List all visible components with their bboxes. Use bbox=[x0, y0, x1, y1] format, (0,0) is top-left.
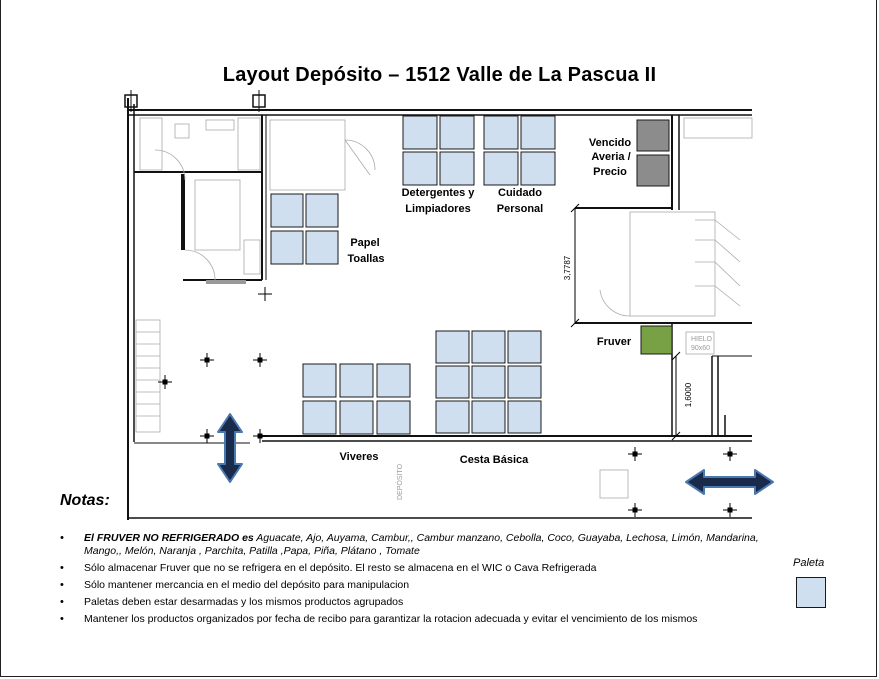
cuidado-pallet bbox=[484, 152, 518, 185]
vertical-double-arrow bbox=[218, 414, 242, 482]
papel-label-2: Toallas bbox=[347, 253, 385, 265]
legend-pallet-swatch bbox=[796, 577, 826, 608]
fruver-label: Fruver bbox=[596, 336, 632, 348]
note-item: • Sólo almacenar Fruver que no se refrigera en el depósito. El resto se almacena en el WIC o Cava Refrigerada bbox=[60, 562, 780, 575]
viveres-pallet bbox=[303, 364, 336, 397]
cesta-pallet bbox=[508, 331, 541, 363]
note-item: • Paletas deben estar desarmadas y los mismos productos agrupados bbox=[60, 596, 780, 609]
viveres-pallet bbox=[303, 401, 336, 434]
vencido-label-2: Averia / bbox=[591, 151, 631, 163]
vencido-label-3: Precio bbox=[593, 166, 627, 178]
viveres-pallet bbox=[377, 401, 410, 434]
viveres-pallet bbox=[340, 401, 373, 434]
cuidado-label-1: Cuidado bbox=[498, 187, 542, 199]
cuidado-pallet bbox=[521, 116, 555, 149]
viveres-pallet bbox=[377, 364, 410, 397]
cuidado-label-2: Personal bbox=[496, 203, 544, 215]
vencido-bin-top bbox=[637, 120, 669, 151]
cesta-pallet bbox=[436, 366, 469, 398]
cesta-pallet bbox=[472, 331, 505, 363]
papel-pallet bbox=[271, 231, 303, 264]
hielo-label-1: HIELO bbox=[691, 336, 713, 343]
note-item: • Sólo mantener mercancia en el medio del depósito para manipulacion bbox=[60, 579, 780, 592]
detergentes-label-1: Detergentes y bbox=[401, 187, 475, 199]
notes-list bbox=[60, 532, 780, 630]
detergentes-pallet bbox=[440, 116, 474, 149]
note-fruver-list: Aguacate, Ajo, Auyama, Cambur,, Cambur manzano, Cebolla, Coco, Guayaba, Lechosa, Limón, Mandarina, Mango,, Melón, Naranja , Parchita, Patilla ,Papa, Piña, Plátano , Tomate bbox=[84, 532, 759, 557]
vencido-label-1: Vencido bbox=[588, 137, 632, 149]
fruver-bin bbox=[641, 326, 672, 354]
pallets bbox=[271, 116, 555, 434]
detergentes-pallet bbox=[403, 116, 437, 149]
cesta-label: Cesta Básica bbox=[459, 454, 529, 466]
note-item: • Mantener los productos organizados por fecha de recibo para garantizar la rotacion adecuada y evitar el vencimiento de los mismos bbox=[60, 613, 780, 626]
papel-label-1: Papel bbox=[350, 237, 380, 249]
dimension-vertical-label: 3,7787 bbox=[563, 255, 572, 281]
vencido-zone bbox=[637, 120, 669, 186]
cesta-pallet bbox=[508, 401, 541, 433]
papel-pallet bbox=[306, 194, 338, 227]
hielo-label-2: 90x60 bbox=[691, 345, 711, 352]
cuidado-pallet bbox=[484, 116, 518, 149]
detergentes-pallet bbox=[440, 152, 474, 185]
legend-label: Paleta bbox=[793, 557, 825, 569]
note-fruver-prefix: El FRUVER NO REFRIGERADO es bbox=[84, 532, 254, 544]
cesta-pallet bbox=[472, 366, 505, 398]
notes-heading: Notas: bbox=[60, 492, 110, 509]
horizontal-double-arrow bbox=[686, 470, 773, 494]
cuidado-pallet bbox=[521, 152, 555, 185]
cesta-pallet bbox=[508, 366, 541, 398]
viveres-pallet bbox=[340, 364, 373, 397]
papel-pallet bbox=[306, 231, 338, 264]
cesta-pallet bbox=[436, 331, 469, 363]
dimension-small-label: 1,6000 bbox=[684, 382, 693, 408]
cesta-pallet bbox=[472, 401, 505, 433]
cesta-pallet bbox=[436, 401, 469, 433]
page-title: Layout Depósito – 1512 Valle de La Pascua II bbox=[222, 64, 657, 86]
viveres-label: Viveres bbox=[339, 451, 379, 463]
note-fruver bbox=[60, 532, 780, 558]
papel-pallet bbox=[271, 194, 303, 227]
deposito-label: DEPÓSITO bbox=[397, 463, 404, 500]
detergentes-pallet bbox=[403, 152, 437, 185]
detergentes-label-2: Limpiadores bbox=[405, 203, 471, 215]
vencido-bin-bottom bbox=[637, 155, 669, 186]
